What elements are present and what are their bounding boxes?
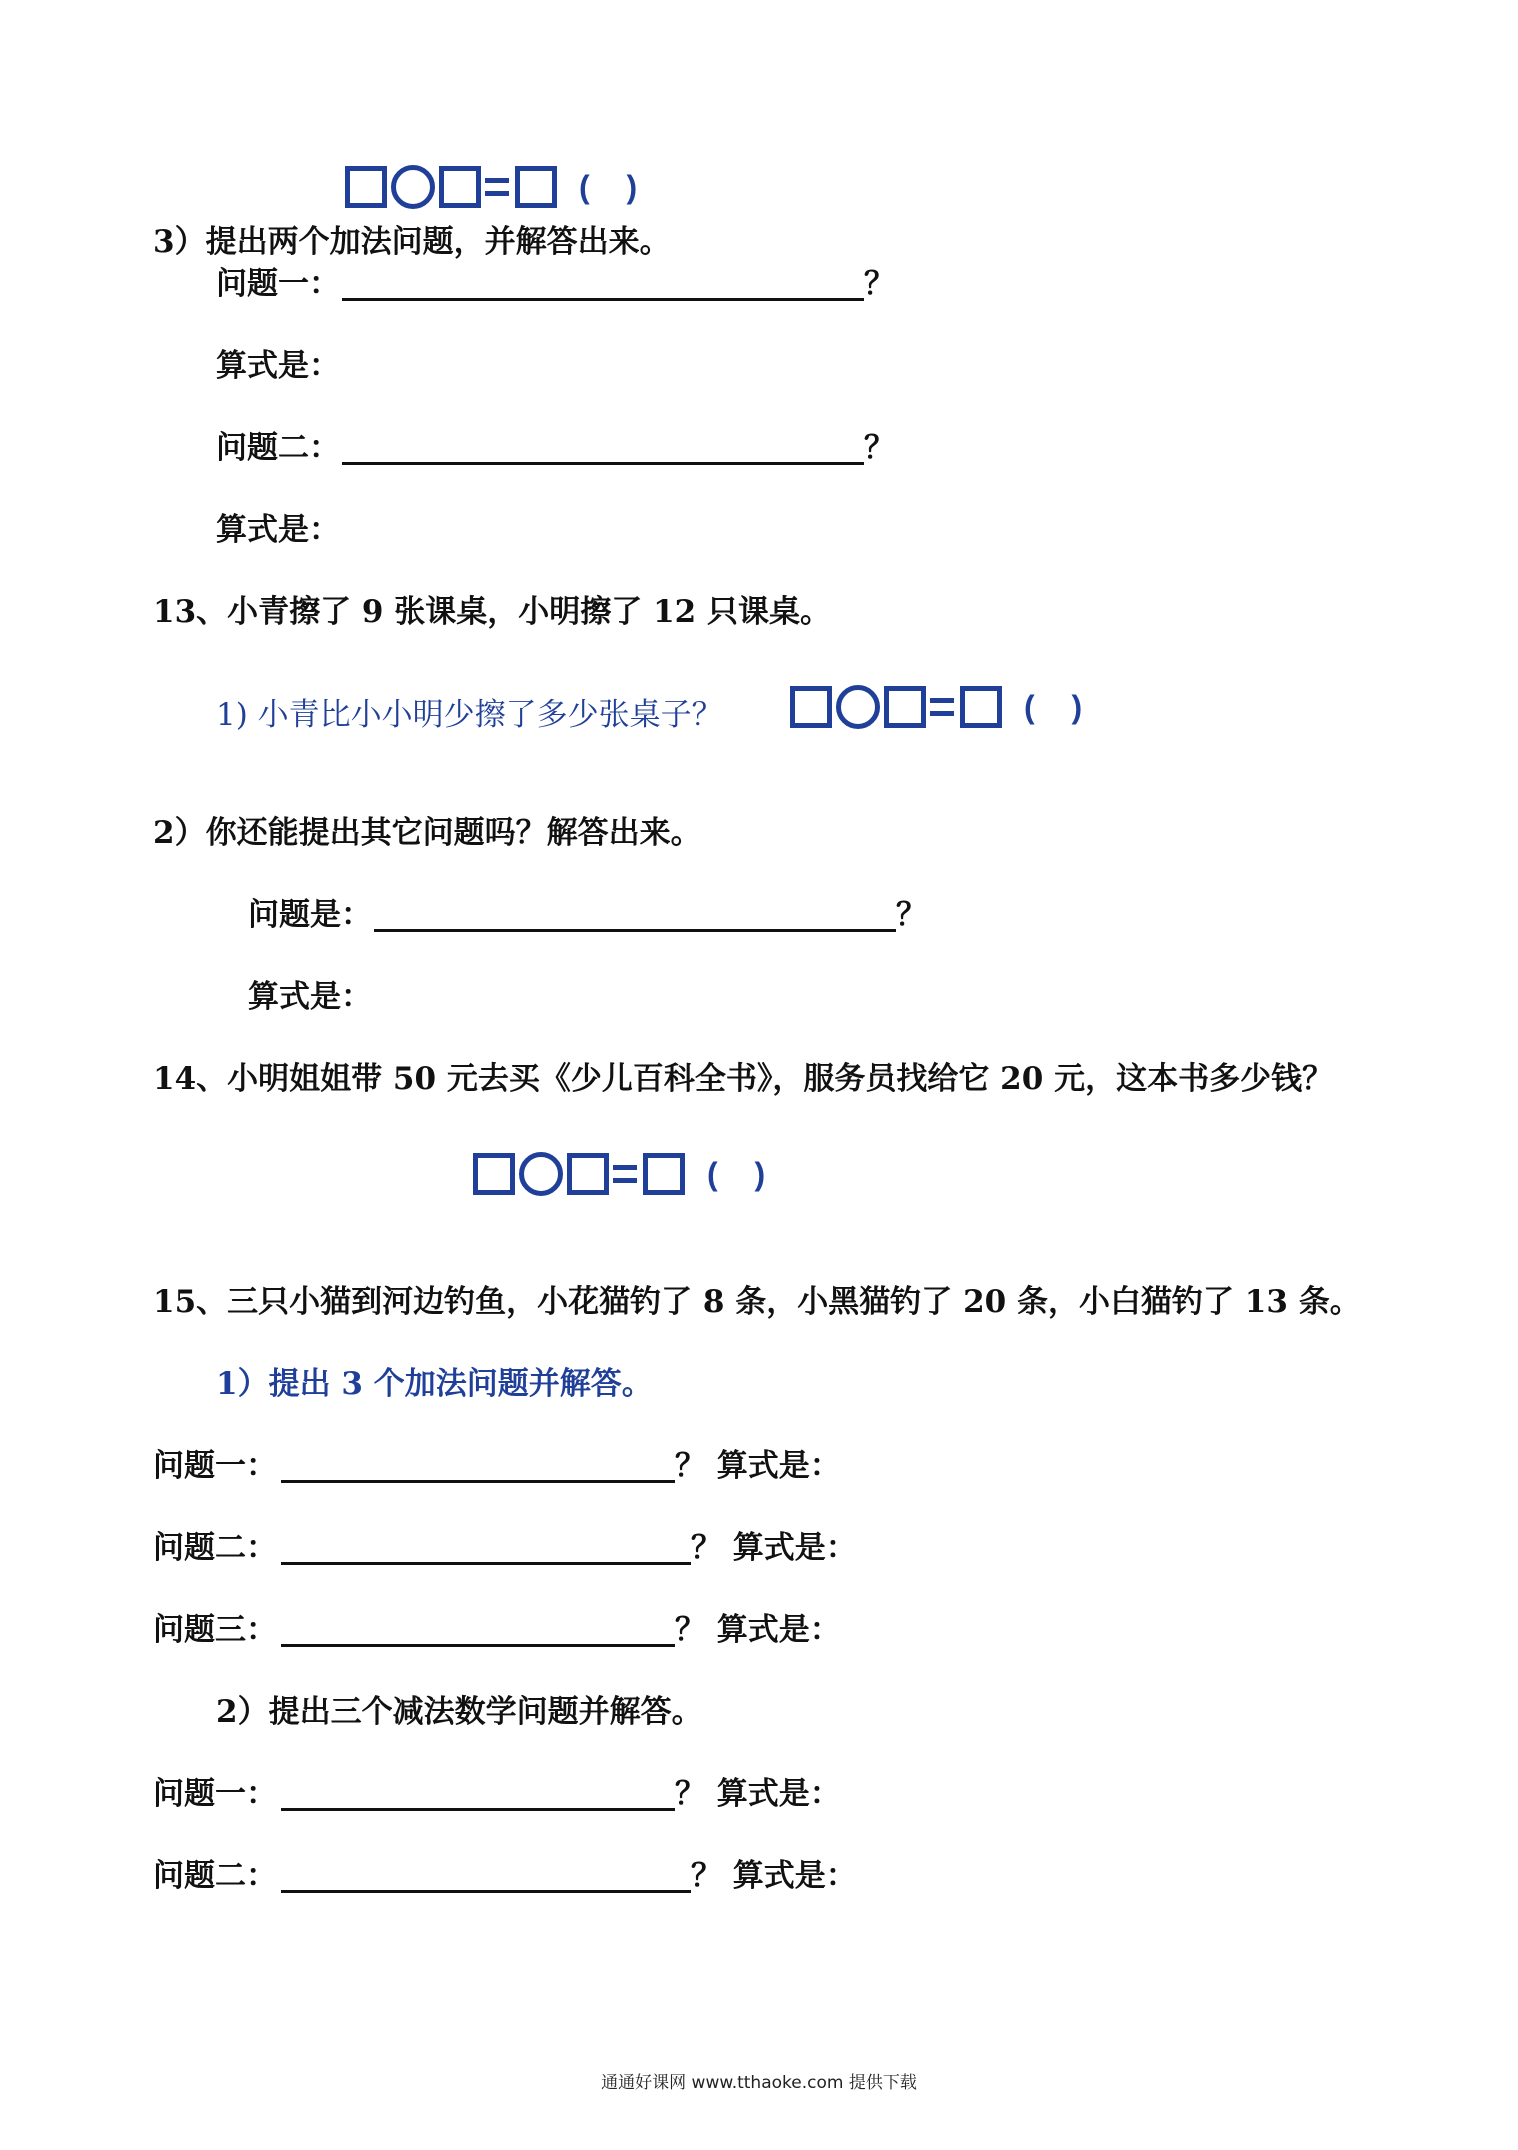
blank-square [643, 1153, 685, 1195]
equals-sign [613, 1165, 637, 1183]
blank-square [567, 1153, 609, 1195]
question-14-title: 14、小明姐姐带 50 元去买《少儿百科全书》，服务员找给它 20 元，这本书多少钱？ [153, 1061, 1334, 1097]
equals-sign [930, 698, 954, 716]
page-footer: 通通好课网 www.tthaoke.com 提供下载 [601, 2073, 917, 2093]
blank-square [473, 1153, 515, 1195]
blank-square [439, 166, 481, 208]
problem-2-label: 问题二： [153, 1530, 277, 1566]
equation-template [790, 680, 1096, 734]
question-formula-label: ？ 算式是： [675, 1448, 841, 1484]
question-formula-label: ？ 算式是： [691, 1530, 857, 1566]
unit-parentheses: ( ) [579, 168, 652, 205]
problem-1-label: 问题一： [153, 1776, 277, 1812]
question-15-part-1: 1）提出 3 个加法问题并解答。 [216, 1366, 653, 1402]
answer-line[interactable] [281, 1644, 675, 1647]
question-13-title: 13、小青擦了 9 张课桌，小明擦了 12 只课桌。 [153, 594, 832, 630]
problem-2-label: 问题二： [153, 1858, 277, 1894]
problem-label: 问题是： [248, 897, 372, 933]
question-13-part-1: 1) 小青比小小明少擦了多少张桌子？ [216, 697, 723, 733]
problem-1-label: 问题一： [153, 1448, 277, 1484]
question-mark: ？ [864, 430, 895, 466]
problem-2-label: 问题二： [216, 430, 340, 466]
question-mark: ？ [864, 266, 895, 302]
answer-line[interactable] [342, 298, 864, 301]
operator-circle [519, 1152, 563, 1196]
unit-parentheses: ( ) [1024, 688, 1097, 725]
equation-template [473, 1147, 779, 1201]
blank-square [960, 686, 1002, 728]
answer-line[interactable] [281, 1562, 691, 1565]
question-12-part-3: 3）提出两个加法问题，并解答出来。 [153, 224, 671, 260]
answer-line[interactable] [281, 1808, 675, 1811]
question-formula-label: ？ 算式是： [691, 1858, 857, 1894]
formula-label: 算式是： [216, 512, 340, 548]
operator-circle [391, 165, 435, 209]
answer-line[interactable] [281, 1890, 691, 1893]
equation-template [345, 160, 651, 214]
unit-parentheses: ( ) [707, 1155, 780, 1192]
question-15-part-2: 2）提出三个减法数学问题并解答。 [216, 1694, 703, 1730]
answer-line[interactable] [342, 462, 864, 465]
problem-1-label: 问题一： [216, 266, 340, 302]
blank-square [790, 686, 832, 728]
question-formula-label: ？ 算式是： [675, 1776, 841, 1812]
operator-circle [836, 685, 880, 729]
question-formula-label: ？ 算式是： [675, 1612, 841, 1648]
question-15-title: 15、三只小猫到河边钓鱼，小花猫钓了 8 条，小黑猫钓了 20 条，小白猫钓了 13 条。 [153, 1284, 1361, 1320]
blank-square [345, 166, 387, 208]
answer-line[interactable] [374, 929, 896, 932]
equals-sign [485, 178, 509, 196]
formula-label: 算式是： [248, 979, 372, 1015]
formula-label: 算式是： [216, 348, 340, 384]
question-mark: ？ [896, 897, 927, 933]
blank-square [884, 686, 926, 728]
blank-square [515, 166, 557, 208]
question-13-part-2: 2）你还能提出其它问题吗？解答出来。 [153, 815, 702, 851]
problem-3-label: 问题三： [153, 1612, 277, 1648]
answer-line[interactable] [281, 1480, 675, 1483]
